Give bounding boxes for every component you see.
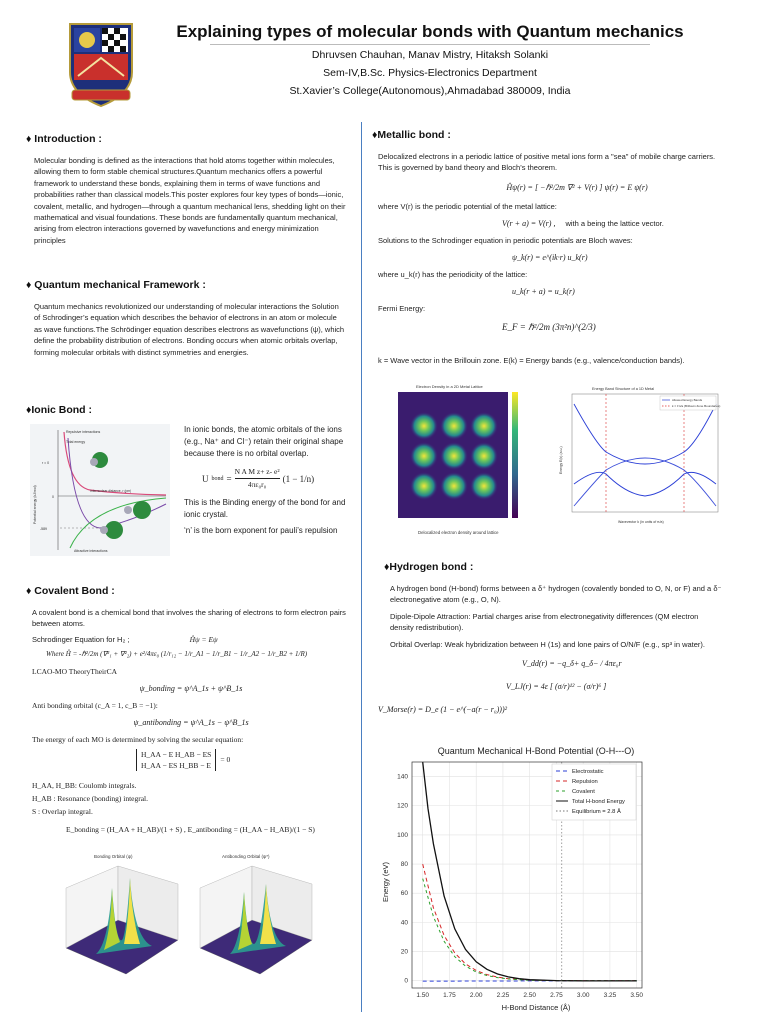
- covalent-section: [26, 586, 356, 835]
- chart-xlabel: H-Bond Distance (Å): [501, 1003, 571, 1012]
- band-ylabel: Energy E(k) (a.u.): [559, 446, 563, 474]
- metallic-eq5: E_F = ℏ²/2m (3π²n)^(2/3): [502, 321, 596, 332]
- hydrogen-body: A hydrogen bond (H-bond) forms between a δ⁺ hydrogen (covalently bonded to O, N, or F) and a δ⁻ electronegative atom (e.g., O, N).: [390, 584, 722, 605]
- college-crest-logo: [66, 20, 136, 110]
- covalent-secular-matrix: [136, 749, 216, 771]
- intro-heading: ♦ Introduction :: [26, 133, 102, 145]
- metallic-heading: ♦Metallic bond :: [372, 129, 451, 141]
- heatmap-blobs: [410, 412, 498, 500]
- x-tick-label: 1.75: [443, 992, 456, 999]
- ionic-fig-label-r0: r = 0: [42, 461, 50, 465]
- ionic-fig-label-potential: Potential energy (kJ/mol): [33, 485, 37, 524]
- intro-body: Molecular bonding is defined as the interactions that hold atoms together within molecules, allowing them to form stable chemical structures.Quantum mechanics offers a powerful framework to understand these bonds, explaining them in terms of wave functions and probabilities rather than classical models.This poster explores four key types of bonds—ionic, covalent, metallic, and hydrogen—through a quantum mechanical lens, shedding light on their mathematical and visual foundations. These bonds are fundamentally quantum mechanical, arising from electron interactions governed by wavefunctions and energy minimization principles: [34, 156, 346, 245]
- ionic-fig-label-total: Total energy: [66, 440, 86, 444]
- column-divider: [361, 122, 362, 1012]
- band-title: Energy Band Structure of a 1D Metal: [592, 387, 655, 391]
- ionic-eq-tail: (1 − 1/n): [282, 473, 315, 484]
- intro-section: [26, 134, 346, 246]
- ionic-eq-fraction: [235, 466, 280, 491]
- covalent-body: A covalent bond is a chemical bond that involves the sharing of electrons to form electron pairs between atoms.: [32, 608, 346, 629]
- covalent-hab: H_AB : Resonance (bonding) integral.: [32, 793, 149, 803]
- band-structure-plot: [556, 384, 722, 528]
- legend-label: Repulsion: [572, 779, 598, 785]
- chart-legend: [552, 764, 636, 820]
- metallic-eq2-row: [502, 218, 722, 229]
- covalent-hamiltonian: Where Ĥ = -ℏ²/2m (∇²₁ + ∇²₂) + e²/4πε₀ (1/r₁₂ − 1/r_A1 − 1/r_B1 − 1/r_A2 − 1/r_B2 + 1/R): [46, 649, 308, 658]
- hydrogen-section: [378, 561, 724, 715]
- poster-title: Explaining types of molecular bonds with Quantum mechanics: [176, 22, 684, 41]
- chart-ylabel: Energy (eV): [381, 861, 390, 903]
- hydrogen-eq-dd: V_dd(r) = −q_δ+ q_δ− / 4πε₀r: [522, 659, 622, 669]
- legend-label: Covalent: [572, 789, 595, 795]
- metallic-eq1: Ĥψ(r) = [ −ℏ²/2m ∇² + V(r) ] ψ(r) = E ψ(r): [506, 182, 648, 192]
- covalent-secular-rhs: = 0: [220, 755, 231, 765]
- covalent-heading: ♦ Covalent Bond :: [26, 585, 115, 597]
- ionic-fig-label-zero: 0: [52, 495, 54, 499]
- metallic-where1: where V(r) is the periodic potential of the metal lattice:: [378, 201, 557, 211]
- ionic-fig-label-attractive: Attractive interactions: [74, 549, 108, 553]
- covalent-secular-eq: [136, 749, 356, 771]
- hydrogen-orbital: Orbital Overlap: Weak hybridization between H (1s) and lone pairs of O/N/F (e.g., sp³ in water).: [390, 639, 705, 649]
- y-tick-label: 140: [397, 773, 408, 781]
- covalent-schrod-eq: Ĥψ = Eψ: [189, 634, 218, 644]
- metallic-eq2: V(r + a) = V(r) ,: [502, 218, 556, 228]
- covalent-schrod-row: [32, 634, 356, 645]
- ionic-eq-lhs: U: [202, 473, 209, 484]
- covalent-s: S : Overlap integral.: [32, 806, 93, 816]
- authors: Dhruvsen Chauhan, Manav Mistry, Hitaksh Solanki: [311, 49, 549, 61]
- covalent-bonding-eq: ψ_bonding = ψ^A_1s + ψ^B_1s: [139, 683, 243, 693]
- y-tick-label: 0: [404, 977, 408, 985]
- ionic-heading: ♦Ionic Bond :: [26, 404, 93, 416]
- band-legend-2: k = ±π/a (Brillouin Zone Boundaries): [672, 404, 721, 408]
- framework-section: [26, 280, 346, 358]
- ionic-text: [184, 424, 356, 537]
- metallic-eq4: u_k(r + a) = u_k(r): [512, 286, 575, 296]
- ionic-text-1: In ionic bonds, the atomic orbitals of the ions (e.g., Na⁺ and Cl⁻) retain their original shape because there is no orbital overlap.: [184, 425, 344, 458]
- framework-body: Quantum mechanics revolutionized our understanding of molecular interactions the Solution of Schrodinger’s equation which describes the behavior of electrons in an atom or molecule as wave functions.The Schrödinger equation describes electrons as wavefunctions (ψ), which define the probability distribution of electrons. Bonding occurs when atomic orbitals overlap, forming molecular orbitals with distinct symmetries and energies.: [34, 302, 345, 357]
- x-tick-label: 3.25: [603, 992, 617, 999]
- hydrogen-heading: ♦Hydrogen bond :: [384, 561, 474, 573]
- metallic-eq3: ψ_k(r) = e^(ik·r) u_k(r): [512, 252, 588, 262]
- heatmap-colorbar: [512, 392, 518, 518]
- ionic-energy-figure: [30, 424, 170, 556]
- framework-heading: ♦ Quantum mechanical Framework :: [26, 279, 206, 291]
- metallic-kline: k = Wave vector in the Brillouin zone. E(k) = Energy bands (e.g., valence/conduction bands).: [378, 355, 685, 365]
- ionic-text-3: ‘n’ is the born exponent for pauli’s repulsion: [184, 526, 338, 535]
- ionic-fig-label-min: -589: [40, 527, 48, 531]
- ionic-eq-num: N A M z+ z- e²: [235, 466, 280, 479]
- hydrogen-dipole: Dipole-Dipole Attraction: Partial charges arise from electronegativity differences (QM electron density redistribution).: [390, 611, 699, 633]
- covalent-antibond-eq: ψ_antibonding = ψ^A_1s − ψ^B_1s: [133, 717, 249, 727]
- band-legend-1: Allowed Energy Bands: [672, 398, 703, 402]
- band-xlabel: Wavevector k (in units of π/a): [618, 520, 664, 524]
- department: Sem-IV,B.Sc. Physics-Electronics Department: [323, 67, 537, 79]
- y-tick-label: 100: [397, 831, 408, 839]
- ionic-text-2: This is the Binding energy of the bond for and ionic crystal.: [184, 498, 346, 519]
- hydrogen-eq-morse: V_Morse(r) = D_e (1 − e^(−a(r − r₀)))²: [378, 705, 508, 715]
- y-tick-label: 20: [400, 948, 408, 956]
- heatmap-caption: Delocalized electron density around lattice: [418, 530, 499, 535]
- bonding-orbital-title: Bonding Orbital (ψ): [94, 854, 133, 859]
- ionic-eq-sub: bond: [211, 475, 224, 482]
- metallic-fermi-label: Fermi Energy:: [378, 303, 426, 313]
- hydrogen-eq-lj: V_LJ(r) = 4ε [ (σ/r)¹² − (σ/r)⁶ ]: [506, 682, 607, 692]
- ionic-section: [26, 405, 356, 426]
- antibonding-orbital-title: Antibonding Orbital (ψ*): [222, 854, 270, 859]
- heatmap-title: Electron Density in a 2D Metal Lattice: [416, 384, 483, 389]
- metallic-where2: where u_k(r) has the periodicity of the lattice:: [378, 269, 528, 279]
- covalent-energies: E_bonding = (H_AA + H_AB)/(1 + S) , E_antibonding = (H_AA − H_AB)/(1 − S): [66, 824, 315, 834]
- antibonding-orbital-plot: [190, 848, 320, 1000]
- ionic-fig-label-repulsive: Repulsive interactions: [66, 430, 101, 434]
- legend-label: Electrostatic: [572, 769, 604, 775]
- y-tick-label: 120: [397, 802, 408, 810]
- x-tick-label: 2.25: [496, 992, 510, 999]
- x-tick-label: 1.50: [416, 992, 430, 999]
- metallic-bloch-label: Solutions to the Schrodinger equation in periodic potentials are Bloch waves:: [378, 235, 633, 245]
- poster-header: [0, 0, 768, 120]
- poster-affiliation: [150, 46, 710, 100]
- covalent-haa: H_AA, H_BB: Coulomb integrals.: [32, 780, 137, 790]
- hbond-potential-chart: [376, 742, 658, 1014]
- chart-title: Quantum Mechanical H-Bond Potential (O-H---O): [437, 746, 635, 756]
- covalent-schrod-label: Schrodinger Equation for H₂ ;: [32, 634, 130, 644]
- x-tick-label: 3.00: [576, 992, 590, 999]
- metallic-section: [372, 130, 722, 366]
- covalent-secular-label: The energy of each MO is determined by solving the secular equation:: [32, 734, 244, 744]
- y-tick-label: 60: [400, 890, 408, 898]
- ionic-equation: U bond = $\frac{\text{N A M z+ z- e²}}{\text{4πε₀r₀}}$ (1 − 1/n): [202, 467, 315, 489]
- y-tick-label: 40: [400, 919, 408, 927]
- x-tick-label: 3.50: [630, 992, 643, 999]
- ionic-fig-label-distance: Internuclear distance, r (pm): [90, 489, 132, 493]
- college: St.Xavier’s College(Autonomous),Ahmadabad 380009, India: [289, 85, 571, 97]
- x-tick-label: 2.00: [469, 992, 483, 999]
- y-tick-label: 80: [400, 861, 408, 869]
- covalent-integrals: [32, 779, 356, 818]
- ionic-eq-den: 4πε₀r₀: [247, 480, 267, 489]
- x-tick-label: 2.75: [550, 992, 563, 999]
- title-underline: [210, 44, 650, 45]
- metallic-eq2-note: with a being the lattice vector.: [565, 218, 664, 228]
- covalent-antibond-label: Anti bonding orbital (c_A = 1, c_B = −1):: [32, 700, 158, 710]
- covalent-lcao: LCAO-MO TheoryTheirCA: [32, 666, 118, 676]
- legend-label: Equilibrium = 2.8 Å: [572, 809, 621, 815]
- metallic-body: Delocalized electrons in a periodic lattice of positive metal ions form a "sea" of mobile charge carriers. This is governed by band theory and Bloch’s theorem.: [378, 152, 716, 173]
- x-tick-label: 2.50: [523, 992, 537, 999]
- legend-label: Total H-bond Energy: [572, 799, 625, 805]
- electron-density-heatmap: [376, 382, 550, 546]
- covalent-secular-row1: H_AA − E H_AB − ES: [141, 749, 212, 759]
- covalent-secular-row2: H_AA − ES H_BB − E: [141, 760, 211, 770]
- bonding-orbital-plot: [56, 848, 186, 1000]
